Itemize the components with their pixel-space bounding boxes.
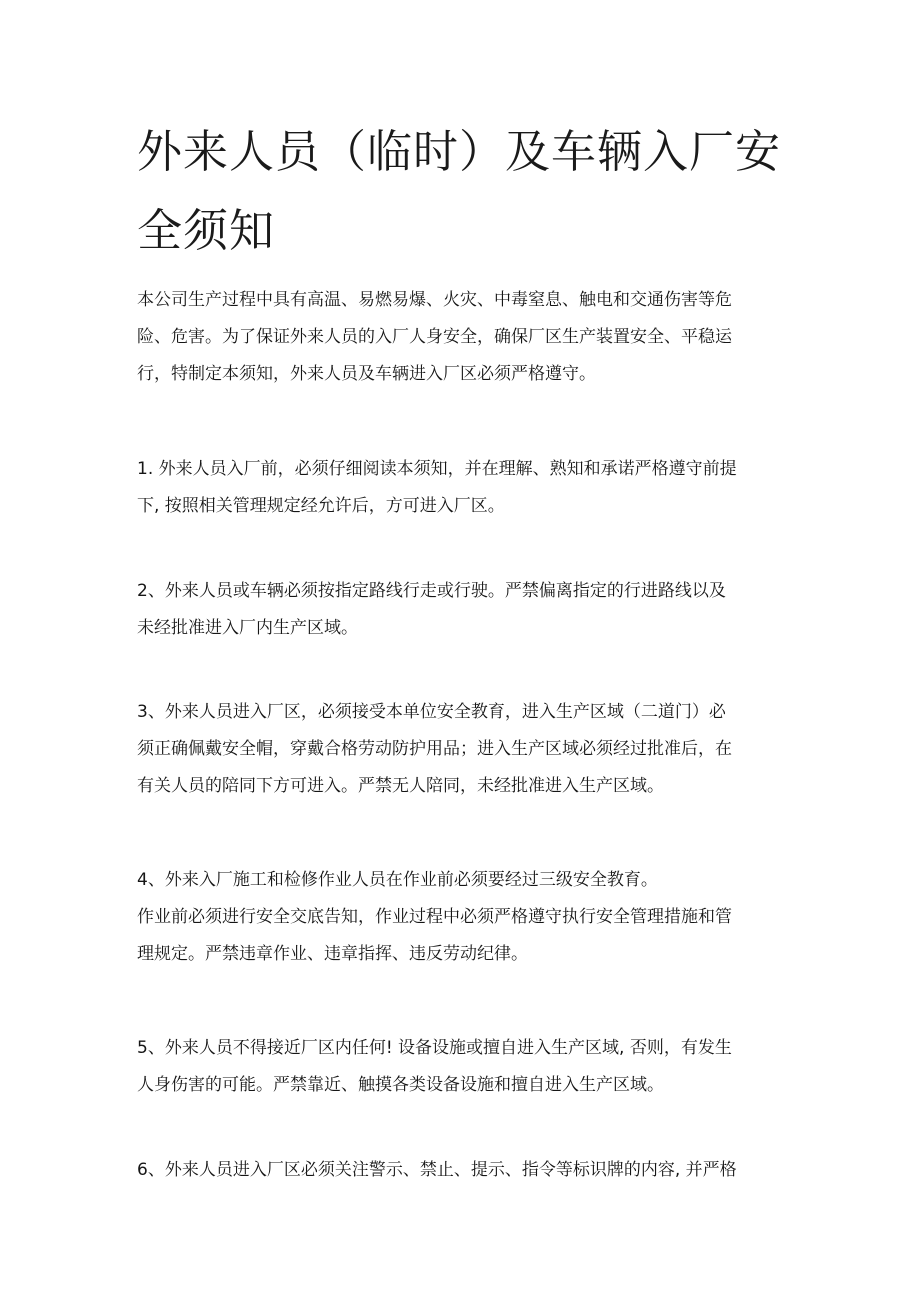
- text-line: 须正确佩戴安全帽，穿戴合格劳动防护用品；进入生产区域必须经过批准后，在: [137, 739, 732, 759]
- text-line: 行，特制定本须知，外来人员及车辆进入厂区必须严格遵守。: [137, 364, 596, 384]
- rule-item-2: [137, 573, 787, 647]
- text-line: 作业前必须进行安全交底告知，作业过程中必须严格遵守执行安全管理措施和管: [137, 907, 732, 927]
- text-line: 3、外来人员进入厂区，必须接受本单位安全教育，进入生产区域（二道门）必: [137, 702, 726, 722]
- text-line: 理规定。严禁违章作业、违章指挥、违反劳动纪律。: [137, 944, 528, 964]
- text-line: 险、危害。为了保证外来人员的入厂人身安全，确保厂区生产装置安全、平稳运: [137, 327, 732, 347]
- text-line: 2、外来人员或车辆必须按指定路线行走或行驶。严禁偏离指定的行进路线以及: [137, 581, 726, 601]
- document-title: 外来人员（临时）及车辆入厂安全须知: [137, 125, 782, 257]
- text-line: 有关人员的陪同下方可进入。严禁无人陪同，未经批准进入生产区域。: [137, 776, 664, 796]
- intro-paragraph: [137, 282, 787, 393]
- rule-item-6: [137, 1152, 787, 1189]
- rule-item-1: [137, 451, 787, 525]
- text-line: 4、外来入厂施工和检修作业人员在作业前必须要经过三级安全教育。: [137, 870, 658, 890]
- text-line: 1. 外来人员入厂前，必须仔细阅读本须知，并在理解、熟知和承诺严格遵守前提: [137, 459, 737, 479]
- text-line: 下, 按照相关管理规定经允许后，方可进入厂区。: [137, 496, 505, 516]
- text-line: 5、外来人员不得接近厂区内任何! 设备设施或擅自进入生产区域, 否则，有发生: [137, 1038, 732, 1058]
- text-line: 6、外来人员进入厂区必须关注警示、禁止、提示、指令等标识牌的内容, 并严格: [137, 1160, 737, 1180]
- text-line: 未经批准进入厂内生产区域。: [137, 618, 358, 638]
- rule-item-4: [137, 862, 787, 973]
- rule-item-3: [137, 694, 787, 805]
- text-line: 本公司生产过程中具有高温、易燃易爆、火灾、中毒窒息、触电和交通伤害等危: [137, 290, 732, 310]
- rule-item-5: [137, 1030, 787, 1104]
- text-line: 人身伤害的可能。严禁靠近、触摸各类设备设施和擅自进入生产区域。: [137, 1075, 664, 1095]
